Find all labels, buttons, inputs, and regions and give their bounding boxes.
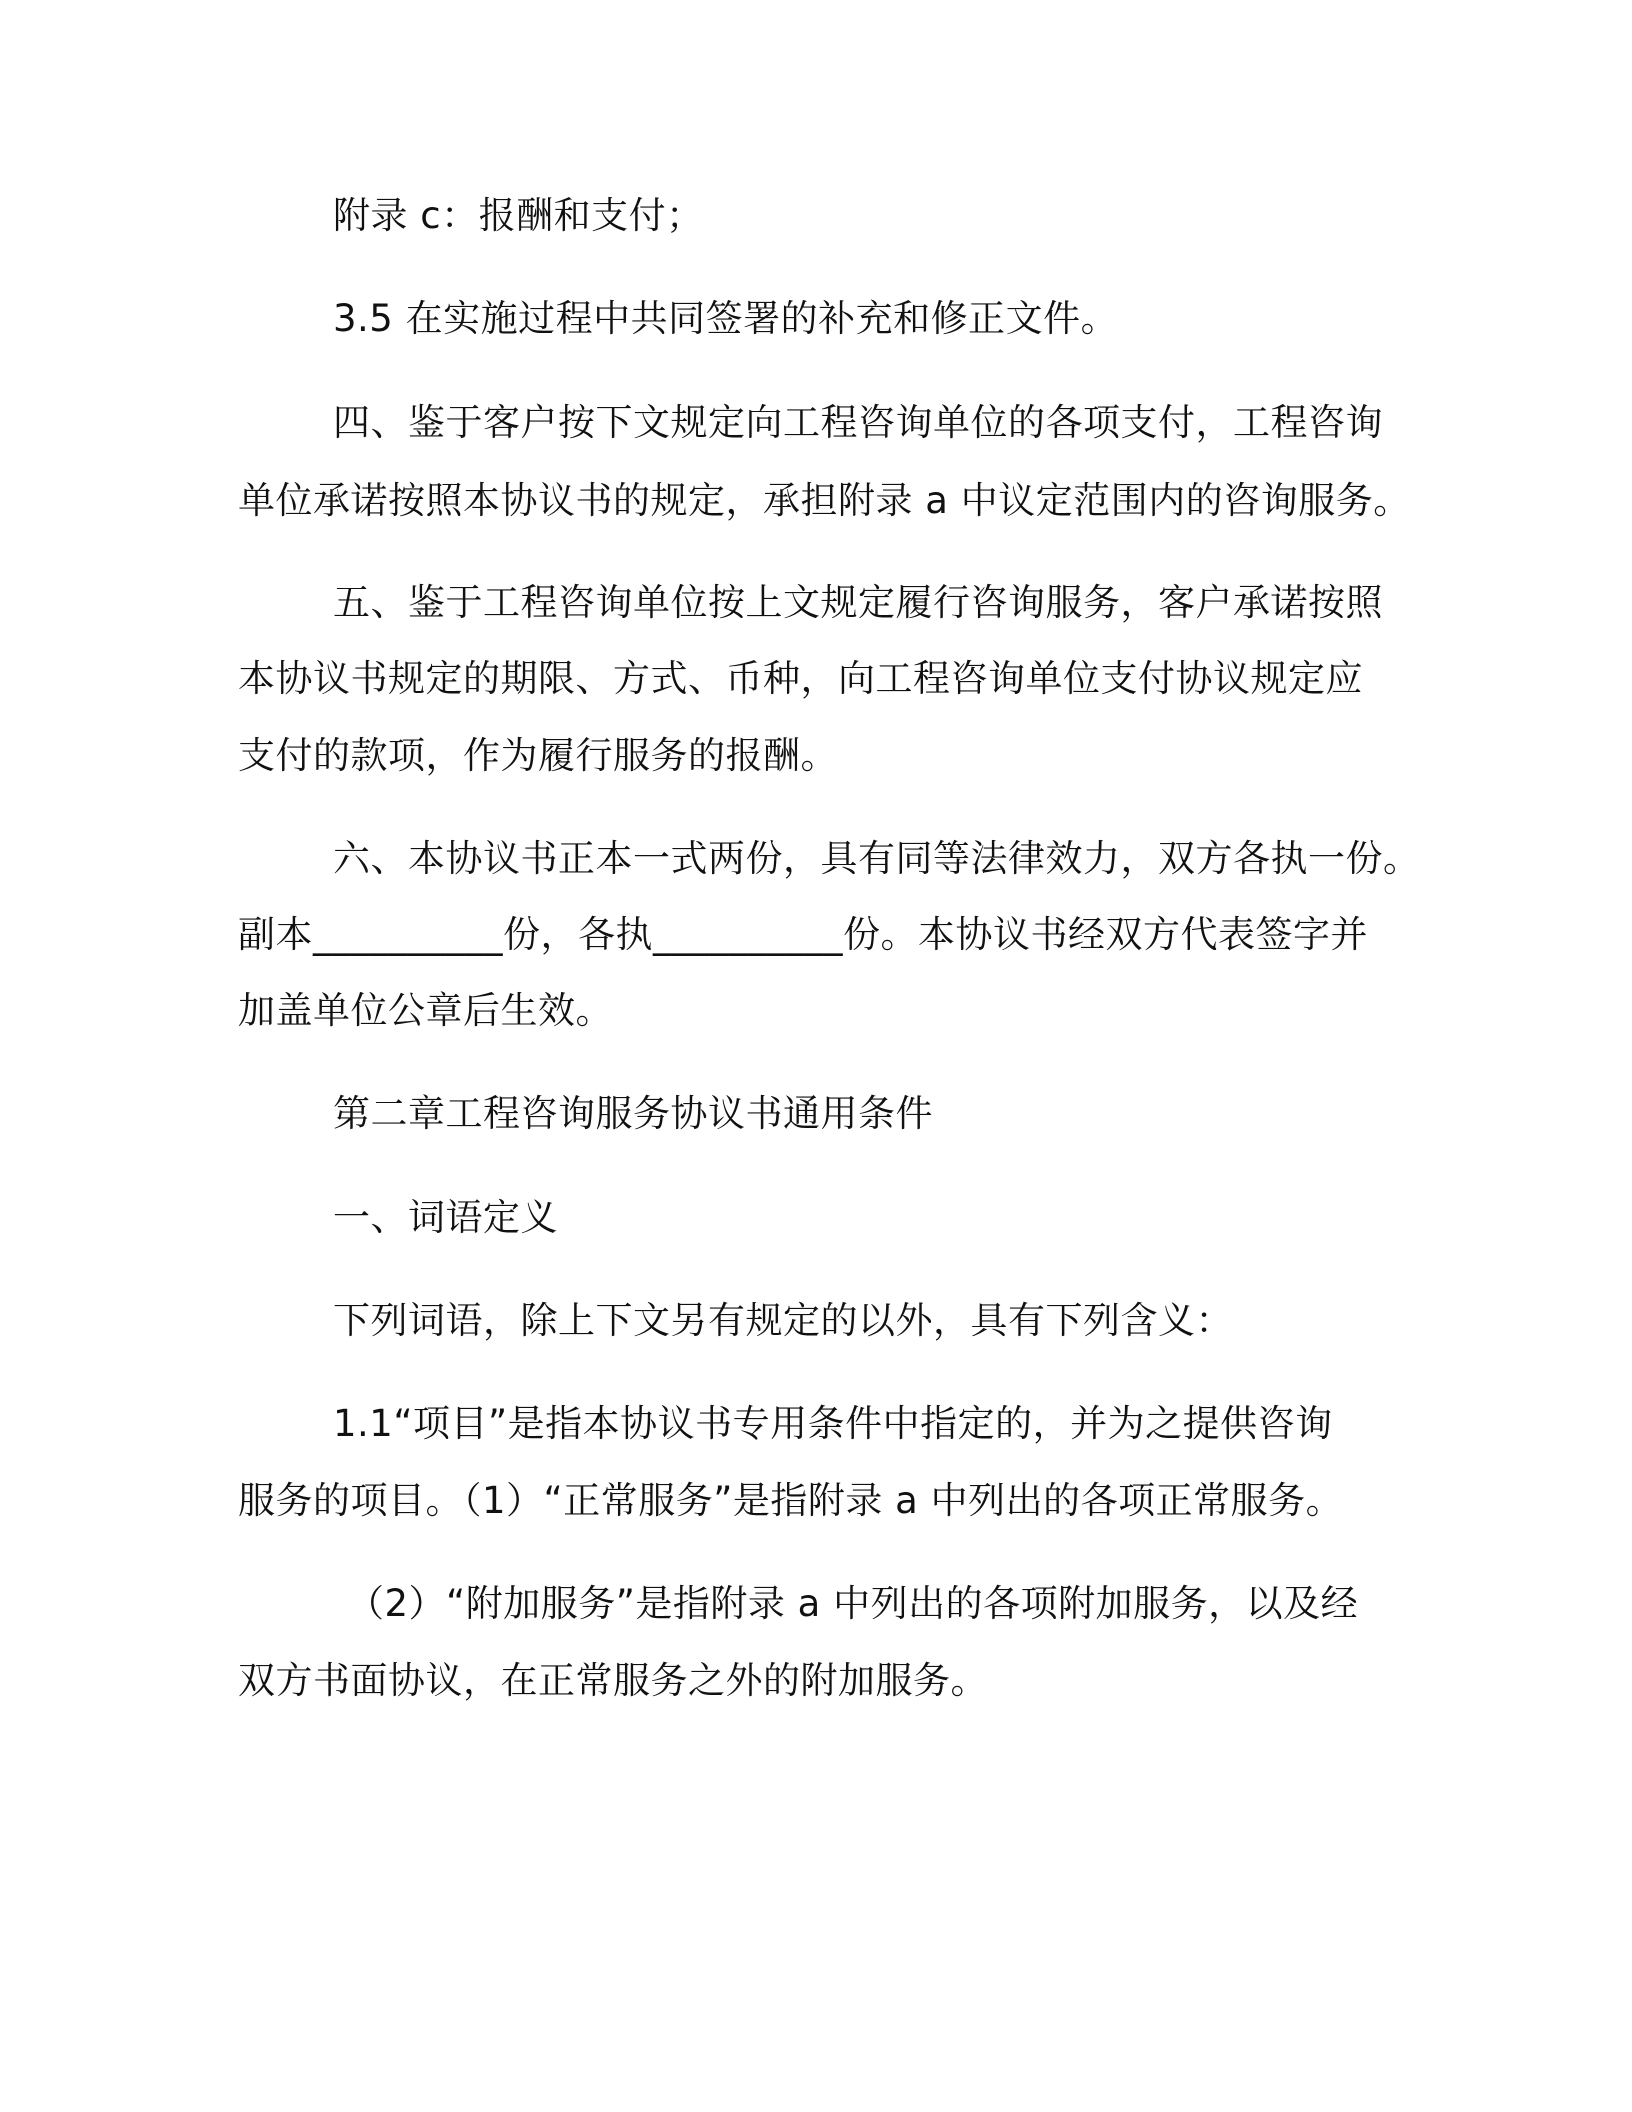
definition-1-1-line-2: 服务的项目。（1）“正常服务”是指附录 a 中列出的各项正常服务。 bbox=[238, 1479, 1344, 1522]
definition-1-1-line-1: 1.1“项目”是指本协议书专用条件中指定的，并为之提供咨询 bbox=[333, 1402, 1333, 1445]
definitions-intro: 下列词语，除上下文另有规定的以外，具有下列含义： bbox=[333, 1299, 1233, 1342]
clause-5-line-1: 五、鉴于工程咨询单位按上文规定履行咨询服务，客户承诺按照 bbox=[333, 581, 1383, 624]
clause-4-line-1: 四、鉴于客户按下文规定向工程咨询单位的各项支付，工程咨询 bbox=[333, 401, 1383, 444]
clause-5-line-2: 本协议书规定的期限、方式、币种，向工程咨询单位支付协议规定应 bbox=[238, 657, 1363, 700]
chapter-2-heading: 第二章工程咨询服务协议书通用条件 bbox=[333, 1092, 933, 1135]
clause-5-line-3: 支付的款项，作为履行服务的报酬。 bbox=[238, 734, 838, 777]
clause-6-line-3: 加盖单位公章后生效。 bbox=[238, 989, 613, 1032]
clause-4-line-2: 单位承诺按照本协议书的规定，承担附录 a 中议定范围内的咨询服务。 bbox=[238, 479, 1411, 522]
appendix-c-line: 附录 c：报酬和支付； bbox=[333, 194, 704, 237]
definition-2-line-1: （2）“附加服务”是指附录 a 中列出的各项附加服务，以及经 bbox=[347, 1582, 1359, 1625]
definition-2-line-2: 双方书面协议，在正常服务之外的附加服务。 bbox=[238, 1659, 988, 1702]
clause-6-line-2: 副本__________份，各执__________份。本协议书经双方代表签字并 bbox=[238, 913, 1368, 956]
clause-6-line-1: 六、本协议书正本一式两份，具有同等法律效力，双方各执一份。 bbox=[333, 837, 1421, 880]
section-1-heading: 一、词语定义 bbox=[333, 1196, 558, 1239]
clause-3-5-line: 3.5 在实施过程中共同签署的补充和修正文件。 bbox=[333, 297, 1119, 340]
